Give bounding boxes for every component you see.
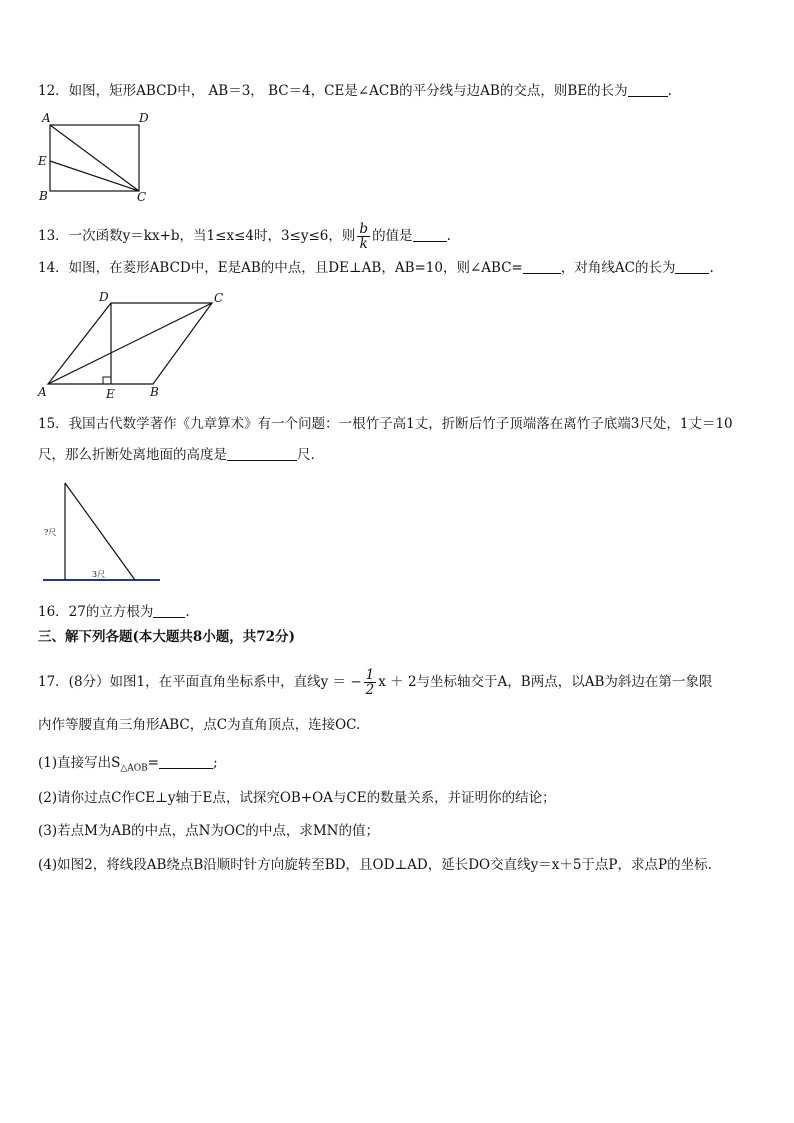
q13-frac-num: b: [359, 221, 369, 237]
q16-text: [38, 603, 190, 621]
q15-end: 尺.: [297, 447, 315, 463]
q14-stem: 14．如图，在菱形ABCD中，E是AB的中点，且DE⊥AB，AB=10，则∠ABC=: [38, 260, 523, 276]
q15-stem: 尺，那么折断处离地面的高度是: [38, 447, 227, 463]
q16-stem: 16．27的立方根为: [38, 604, 154, 620]
q12-label-C: C: [137, 190, 147, 204]
q17-part2: (2)请你过点C作CE⊥y轴于E点，试探究OB+OA与CE的数量关系，并证明你的结论；: [38, 790, 556, 806]
q12-figure-rectangle: [36, 110, 156, 205]
q17-part1-stem: (1)直接写出S: [38, 755, 121, 771]
section3-title: 三、解下列各题(本大题共8小题，共72分): [38, 629, 295, 645]
q12-text: [38, 82, 672, 100]
q14-label-D: D: [99, 290, 109, 304]
q16-answer-blank: [153, 603, 185, 618]
q13-text: [38, 222, 451, 251]
q17-line1: [38, 668, 712, 697]
q17-part1-sub: △AOB: [120, 763, 148, 774]
q17-frac-num: 1: [365, 667, 375, 683]
q15-answer-blank: [227, 446, 297, 461]
q15-line2: [38, 446, 315, 464]
q13-frac-den: k: [359, 236, 368, 252]
q15-figure-bamboo: [40, 478, 165, 586]
q12-end: .: [667, 83, 672, 99]
q14-text: [38, 259, 714, 277]
q14-label-A: A: [38, 385, 47, 399]
q15-line1: 15．我国古代数学著作《九章算术》有一个问题：一根竹子高1丈，折断后竹子顶端落在离竹子底端3尺处，1丈＝10: [38, 416, 733, 432]
q17-fraction: [364, 668, 377, 697]
q17-line2: 内作等腰直角三角形ABC，点C为直角顶点，连接OC.: [38, 717, 361, 733]
q14-answer-blank-angle: [523, 259, 561, 274]
q13-answer-blank: [413, 227, 447, 242]
q13-fraction: [357, 222, 370, 251]
q17-part3: (3)若点M为AB的中点，点N为OC的中点，求MN的值；: [38, 823, 379, 839]
q12-label-A: A: [42, 111, 51, 125]
q17-part4: (4)如图2，将线段AB绕点B沿顺时针方向旋转至BD，且OD⊥AD，延长DO交直线y＝x＋5于点P，求点P的坐标.: [38, 857, 712, 873]
q17-part1-eq: =: [147, 755, 160, 771]
q14-label-E: E: [106, 387, 115, 401]
q17-part1-blank: [159, 754, 213, 769]
q12-label-E: E: [38, 154, 47, 168]
q12-label-D: D: [139, 111, 149, 125]
q13-end: .: [446, 228, 451, 244]
q13-stem: 13．一次函数y＝kx+b，当1≤x≤4时，3≤y≤6，则: [38, 228, 356, 244]
q14-stem-b: ，对角线AC的长为: [560, 260, 676, 276]
q16-end: .: [185, 604, 190, 620]
q12-stem: 12．如图，矩形ABCD中， AB＝3， BC＝4，CE是∠ACB的平分线与边AB的交点，则BE的长为: [38, 83, 628, 99]
q14-label-C: C: [214, 291, 224, 305]
q17-part1-end: ;: [213, 755, 218, 771]
q17-frac-den: 2: [365, 682, 375, 698]
q17-stem-a: 17．(8分）如图1，在平面直角坐标系中，直线y ＝ −: [38, 674, 362, 690]
q14-label-B: B: [150, 385, 159, 399]
q17-part1: [38, 754, 218, 778]
q12-label-B: B: [39, 189, 48, 203]
q14-figure-rhombus: [36, 288, 236, 403]
q12-answer-blank: [628, 82, 668, 97]
q15-label-distance: 3尺: [92, 570, 106, 579]
q13-stem-b: 的值是: [372, 228, 413, 244]
q17-stem-b: x ＋ 2与坐标轴交于A，B两点，以AB为斜边在第一象限: [378, 674, 713, 690]
q14-answer-blank-ac: [675, 259, 709, 274]
q15-label-height: ?尺: [44, 528, 57, 537]
q14-end: .: [709, 260, 714, 276]
